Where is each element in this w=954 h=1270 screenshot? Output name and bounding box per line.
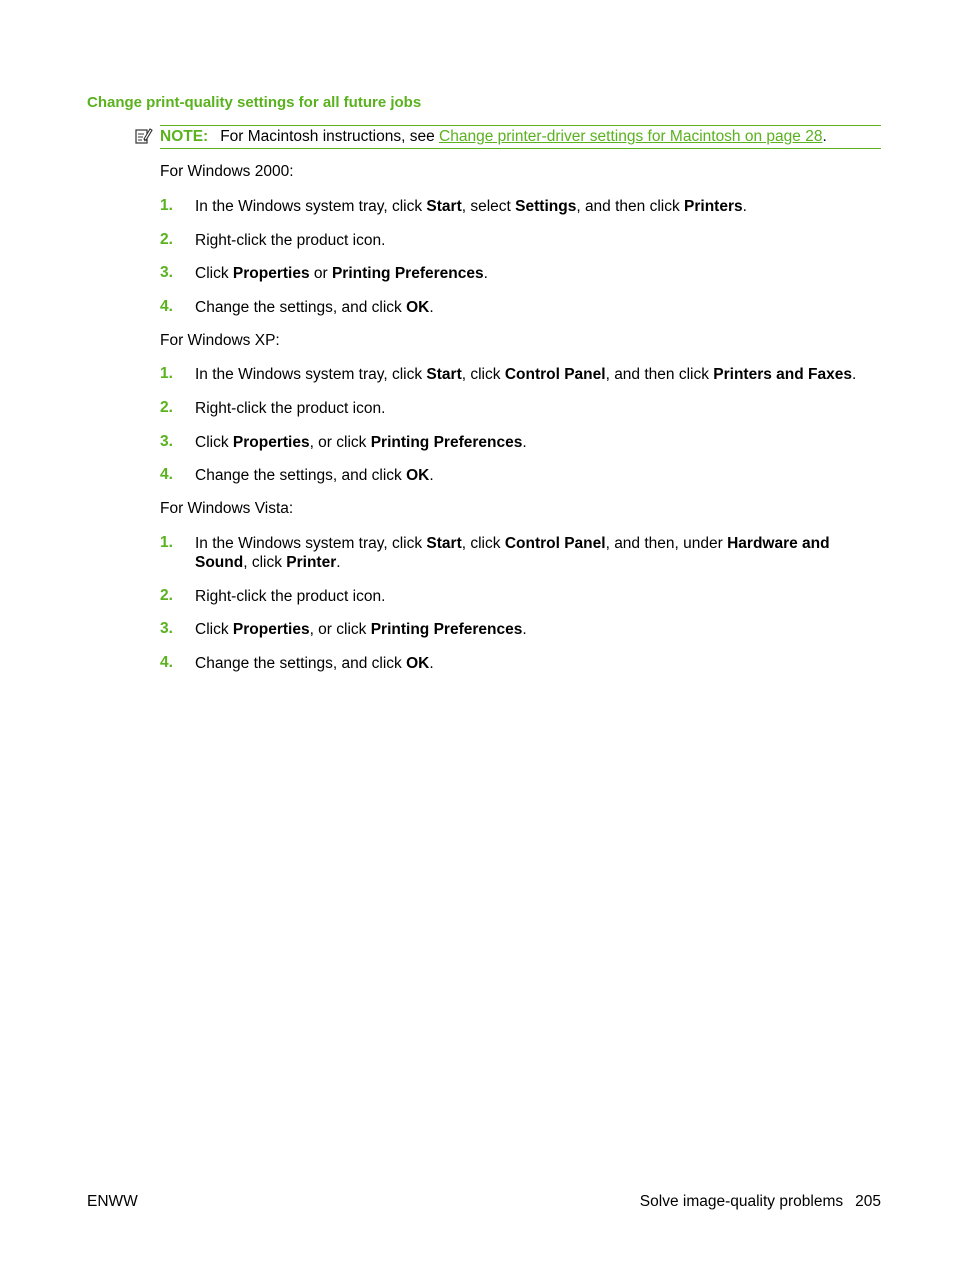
note-box — [135, 125, 881, 149]
note-body: For Macintosh instructions, see — [220, 128, 440, 145]
footer-left: ENWW — [87, 1193, 138, 1210]
footer-right — [640, 1193, 881, 1211]
note-label: NOTE: — [160, 128, 209, 145]
step-text: Change the settings, and click OK. — [195, 467, 434, 484]
winvista-intro: For Windows Vista: — [160, 500, 294, 517]
mac-settings-link[interactable]: Change printer-driver settings for Macintosh on page 28 — [439, 128, 823, 145]
winxp-intro: For Windows XP: — [160, 332, 280, 349]
step-number: 1. — [160, 365, 173, 382]
step-number: 1. — [160, 197, 173, 214]
note-text — [160, 128, 827, 146]
step-number: 3. — [160, 620, 173, 637]
step-number: 2. — [160, 399, 173, 416]
step-text: In the Windows system tray, click Start, click Control Panel, and then, under Hardware and Sound, click Printer. — [195, 535, 830, 571]
step-number: 4. — [160, 466, 173, 483]
step-text: Click Properties, or click Printing Preferences. — [195, 621, 527, 638]
step-text: Right-click the product icon. — [195, 232, 386, 249]
step-text: In the Windows system tray, click Start, select Settings, and then click Printers. — [195, 198, 747, 215]
note-pencil-icon — [135, 127, 153, 145]
footer-section: Solve image-quality problems — [639, 1193, 844, 1210]
step-number: 2. — [160, 231, 173, 248]
page-number: 205 — [855, 1193, 881, 1210]
step-text: Click Properties or Printing Preferences. — [195, 265, 488, 282]
note-end: . — [822, 128, 827, 145]
step-number: 3. — [160, 433, 173, 450]
step-text: In the Windows system tray, click Start, click Control Panel, and then click Printers and Faxes. — [195, 366, 857, 383]
step-number: 4. — [160, 654, 173, 671]
step-number: 4. — [160, 298, 173, 315]
win2000-intro: For Windows 2000: — [160, 163, 294, 180]
section-heading: Change print-quality settings for all future jobs — [87, 94, 422, 111]
step-text: Click Properties, or click Printing Preferences. — [195, 434, 527, 451]
step-text: Change the settings, and click OK. — [195, 655, 434, 672]
step-text: Change the settings, and click OK. — [195, 299, 434, 316]
step-number: 3. — [160, 264, 173, 281]
step-text: Right-click the product icon. — [195, 400, 386, 417]
step-text: Right-click the product icon. — [195, 588, 386, 605]
step-number: 1. — [160, 534, 173, 551]
step-number: 2. — [160, 587, 173, 604]
